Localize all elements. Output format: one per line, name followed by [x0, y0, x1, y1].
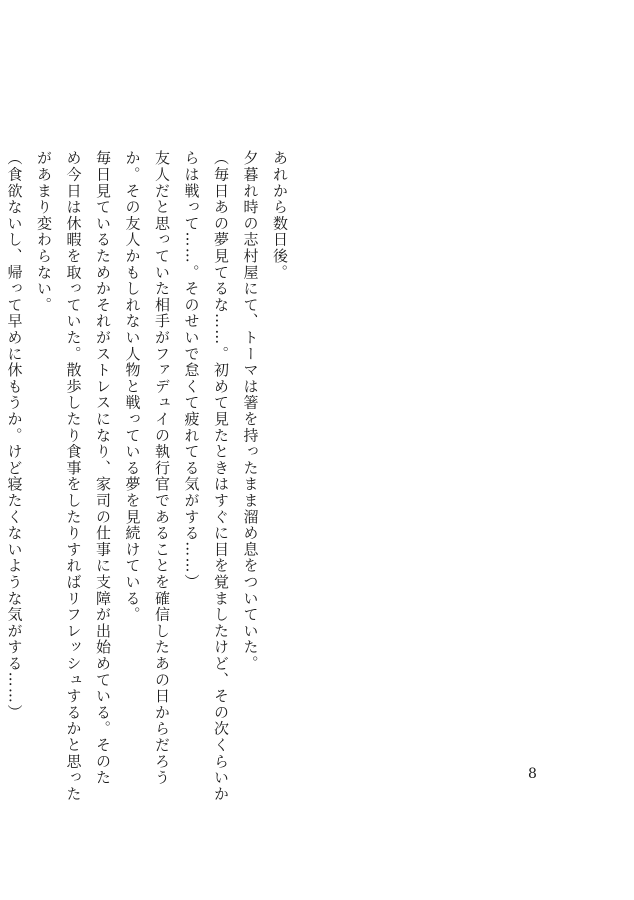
text-line: 夕暮れ時の志村屋にて、トーマは箸を持ったまま溜め息をついていた。 — [241, 150, 260, 672]
text-line: （毎日あの夢見てるな……。初めて見たときはすぐに目を覚ましたけど、その次くらいか — [212, 150, 230, 802]
vertical-text-block — [0, 150, 294, 802]
text-line: 友人だと思っていた相手がファデュイの執行官であることを確信したあの日からだろう — [153, 150, 171, 786]
text-line: （食欲ないし、帰って早めに休もうか。けど寝たくないような気がする……） — [5, 150, 24, 721]
text-line: があまり変わらない。 — [35, 150, 53, 313]
text-line: あれから数日後。 — [271, 150, 289, 281]
page-number: 8 — [528, 766, 537, 782]
text-line: め今日は休暇を取っていた。散歩したり食事をしたりすればリフレッシュするかと思った — [64, 150, 83, 802]
text-line: か。その友人かもしれない人物と戦っている夢を見続けている。 — [123, 150, 142, 623]
text-line: 毎日見ているためかそれがストレスになり、家司の仕事に支障が出始めている。そのた — [94, 150, 112, 786]
text-line: らは戦って……。そのせいで怠くて疲れてる気がする……） — [182, 150, 201, 591]
